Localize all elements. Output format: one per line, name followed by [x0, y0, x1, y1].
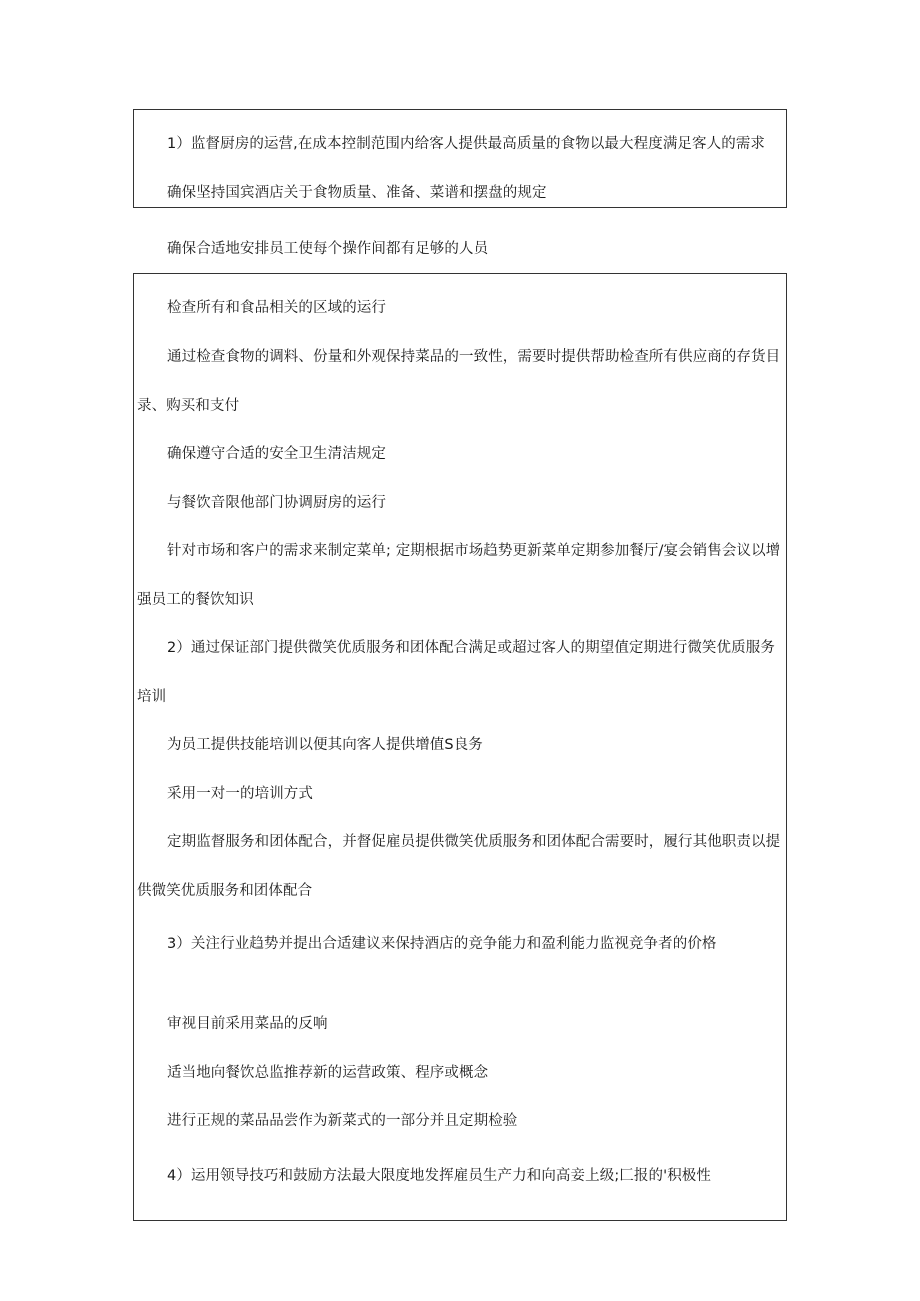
duty-4-heading: 4）运用领导技巧和鼓励方法最大限度地发挥雇员生产力和向高妾上级;匚报的'积极性	[167, 1168, 711, 1184]
duty-3-heading: 3）关注行业趋势并提出合适建议来保持酒店的竞争能力和盈利能力监视竞争者的价格	[167, 936, 717, 952]
paragraph-tasting: 进行正规的菜品品尝作为新菜式的一部分并且定期检验	[167, 1113, 518, 1129]
paragraph-menu-line-1: 针对市场和客户的需求来制定菜单; 定期根据市场趋势更新菜单定期参加餐厅/宴会销售会议以增	[167, 543, 781, 559]
paragraph-review-dishes: 审视目前采用菜品的反响	[167, 1016, 328, 1032]
paragraph-skill-training: 为员工提供技能培训以便其向客人提供增值S良务	[167, 737, 483, 753]
paragraph-menu-line-2: 强员工的餐饮知识	[137, 592, 254, 608]
paragraph-inspect-areas: 检查所有和食品相关的区域的运行	[167, 300, 386, 316]
paragraph-recommend: 适当地向餐饮总监推荐新的运营政策、程序或概念	[167, 1065, 489, 1081]
paragraph-hygiene: 确保遵守合适的安全卫生清洁规定	[167, 446, 386, 462]
duty-2-line-2: 培训	[137, 689, 167, 705]
duty-1-heading: 1）监督厨房的运营,在成本控制范围内给客人提供最高质量的食物以最大程度满足客人的需求	[167, 136, 766, 152]
paragraph-consistency-line-1: 通过检查食物的调料、份量和外观保持菜品的一致性，需要时提供帮助检查所有供应商的存货目	[167, 349, 781, 365]
paragraph-consistency-line-2: 录、购买和支付	[137, 398, 240, 414]
paragraph-coordinate: 与餐饮音限他部门协调厨房的运行	[167, 495, 386, 511]
paragraph-supervise-line-2: 供微笑优质服务和团体配合	[137, 883, 313, 899]
duty-2-line-1: 2）通过保证部门提供微笑优质服务和团体配合满足或超过客人的期望值定期进行微笑优质服务	[167, 640, 775, 656]
duty-1-line-2: 确保坚持国宾酒店关于食物质量、准备、菜谱和摆盘的规定	[167, 185, 547, 201]
paragraph-supervise-line-1: 定期监督服务和团体配合，并督促雇员提供微笑优质服务和团体配合需要时，履行其他职责以提	[167, 834, 781, 850]
staffing-line: 确保合适地安排员工使每个操作间都有足够的人员	[167, 241, 489, 257]
paragraph-one-on-one: 采用一对一的培训方式	[167, 786, 313, 802]
